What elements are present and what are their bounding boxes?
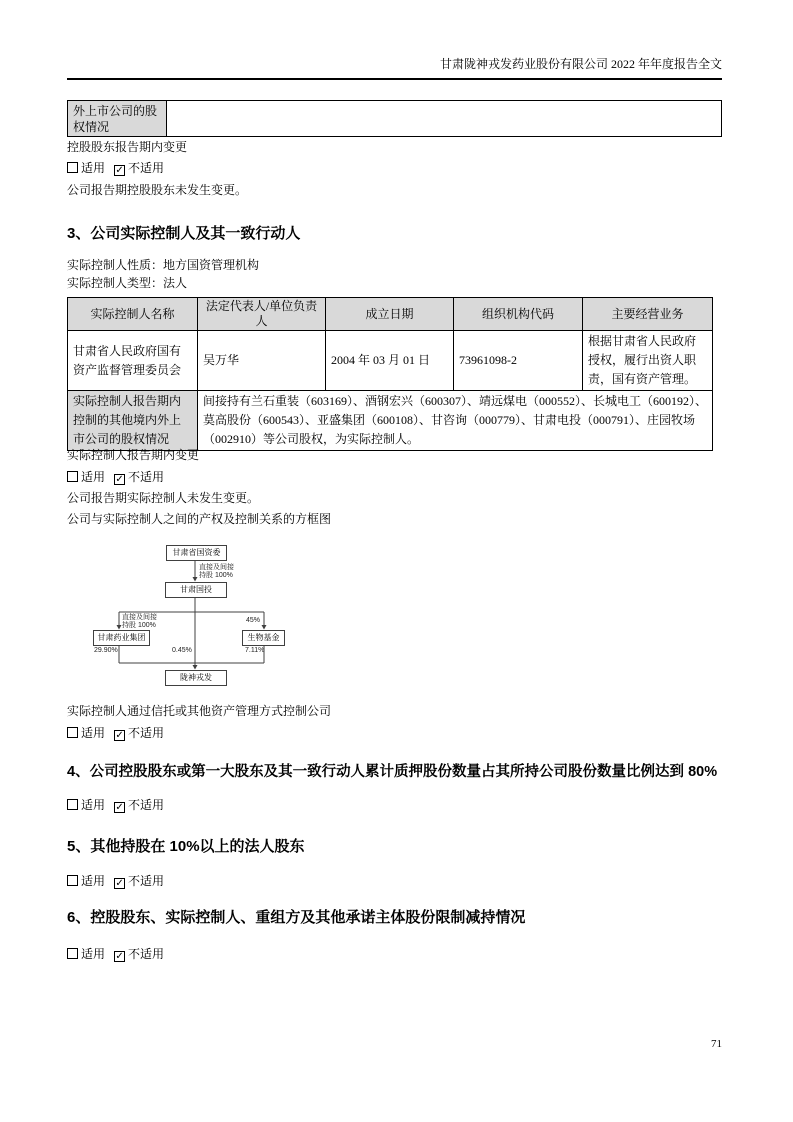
cell-representative: 吴万华: [198, 331, 326, 391]
col-header-business: 主要经营业务: [583, 298, 713, 331]
page-number: 71: [711, 1038, 722, 1050]
checkbox-not-applicable-checked[interactable]: [114, 165, 125, 176]
edge-label-line: 直接及间接: [122, 614, 157, 621]
section6-heading: 6、控股股东、实际控制人、重组方及其他承诺主体股份限制减持情况: [67, 909, 526, 926]
checkbox-not-applicable-checked[interactable]: [114, 802, 125, 813]
col-header-representative: 法定代表人/单位负责人: [198, 298, 326, 331]
checkbox-not-applicable-checked[interactable]: [114, 951, 125, 962]
node-company: 陇神戎发: [165, 670, 227, 686]
edge-label-bio-company: 7.11%: [245, 647, 265, 654]
edge-label-line: 持股 100%: [122, 621, 156, 629]
edge-label-pharma-company: 29.90%: [94, 647, 118, 654]
checkbox-applicable-label: 适用: [81, 470, 106, 484]
edge-label-sasac-guotou: [199, 564, 234, 579]
table-row: [68, 391, 713, 451]
cell-other-holdings-value: 间接持有兰石重装（603169）、酒钢宏兴（600307）、靖远煤电（000552）、长城电工（600192）、莫高股份（600543）、亚盛集团（600108）、甘咨询（000779）、甘肃电投（000791）、庄园牧场（002910）等公司股权，为实际控制人。: [198, 391, 713, 451]
actual-controller-nature: 实际控制人性质：地方国资管理机构: [67, 258, 260, 272]
edge-label-guotou-pharma: [122, 614, 157, 629]
col-header-org-code: 组织机构代码: [454, 298, 583, 331]
cell-establish-date: 2004 年 03 月 01 日: [326, 331, 454, 391]
controlling-shareholder-change-title: 控股股东报告期内变更: [67, 140, 188, 154]
checkbox-applicable[interactable]: [67, 948, 78, 959]
checkbox-not-applicable-label: 不适用: [128, 470, 165, 484]
node-bio-fund: 生物基金: [242, 630, 285, 646]
applicability-row-6: [67, 947, 722, 962]
checkbox-applicable-label: 适用: [81, 161, 106, 175]
check-icon: ✓: [115, 730, 124, 741]
checkbox-not-applicable-label: 不适用: [128, 161, 165, 175]
checkbox-not-applicable-label: 不适用: [128, 726, 165, 740]
checkbox-applicable[interactable]: [67, 875, 78, 886]
checkbox-applicable-label: 适用: [81, 947, 106, 961]
trust-control-title: 实际控制人通过信托或其他资产管理方式控制公司: [67, 704, 332, 718]
table-row: [68, 101, 722, 137]
node-sasac: 甘肃省国资委: [166, 545, 227, 561]
checkbox-applicable[interactable]: [67, 162, 78, 173]
checkbox-applicable[interactable]: [67, 799, 78, 810]
check-icon: ✓: [115, 951, 124, 962]
checkbox-not-applicable-label: 不适用: [128, 798, 165, 812]
continuation-table: [67, 100, 722, 137]
applicability-row-3: [67, 726, 722, 741]
checkbox-not-applicable-checked[interactable]: [114, 474, 125, 485]
edge-label-guotou-company: 0.45%: [172, 647, 192, 654]
checkbox-not-applicable-label: 不适用: [128, 947, 165, 961]
table-row: [68, 331, 713, 391]
checkbox-applicable[interactable]: [67, 727, 78, 738]
cell-other-holdings-label: 实际控制人报告期内控制的其他境内外上市公司的股权情况: [68, 391, 198, 451]
checkbox-applicable-label: 适用: [81, 874, 106, 888]
table-header-row: [68, 298, 713, 331]
controlling-shareholder-change-note: 公司报告期控股股东未发生变更。: [67, 183, 248, 197]
applicability-row-5: [67, 874, 722, 889]
actual-controller-type: 实际控制人类型：法人: [67, 276, 188, 290]
checkbox-applicable-label: 适用: [81, 798, 106, 812]
check-icon: ✓: [115, 165, 124, 176]
section4-heading: 4、公司控股股东或第一大股东及其一致行动人累计质押股份数量占其所持公司股份数量比例达到 80%: [67, 764, 718, 780]
cell-main-business: 根据甘肃省人民政府授权，履行出资人职责，国有资产管理。: [583, 331, 713, 391]
node-guotou: 甘肃国投: [165, 582, 227, 598]
col-header-name: 实际控制人名称: [68, 298, 198, 331]
checkbox-applicable-label: 适用: [81, 726, 106, 740]
continuation-table-value: [167, 101, 722, 137]
checkbox-not-applicable-checked[interactable]: [114, 878, 125, 889]
check-icon: ✓: [115, 474, 124, 485]
page-header-title: 甘肃陇神戎发药业股份有限公司 2022 年年度报告全文: [67, 55, 722, 80]
section3-heading: 3、公司实际控制人及其一致行动人: [67, 225, 301, 242]
applicability-row-1: [67, 161, 722, 176]
cell-org-code: 73961098-2: [454, 331, 583, 391]
applicability-row-4: [67, 798, 722, 813]
continuation-table-label: 外上市公司的股权情况: [68, 101, 167, 137]
edge-label-line: 持股 100%: [199, 571, 233, 579]
diagram-caption: 公司与实际控制人之间的产权及控制关系的方框图: [67, 512, 332, 526]
col-header-date: 成立日期: [326, 298, 454, 331]
actual-controller-table: [67, 297, 713, 451]
ownership-structure-diagram: [75, 540, 310, 698]
section5-heading: 5、其他持股在 10%以上的法人股东: [67, 838, 305, 855]
node-pharma-group: 甘肃药业集团: [93, 630, 150, 646]
checkbox-applicable[interactable]: [67, 471, 78, 482]
checkbox-not-applicable-label: 不适用: [128, 874, 165, 888]
applicability-row-2: [67, 470, 722, 485]
cell-controller-name: 甘肃省人民政府国有资产监督管理委员会: [68, 331, 198, 391]
controller-change-title: 实际控制人报告期内变更: [67, 448, 200, 462]
checkbox-not-applicable-checked[interactable]: [114, 730, 125, 741]
controller-change-note: 公司报告期实际控制人未发生变更。: [67, 491, 260, 505]
edge-label-guotou-bio: 45%: [246, 617, 261, 624]
edge-label-line: 直接及间接: [199, 564, 234, 571]
check-icon: ✓: [115, 878, 124, 889]
check-icon: ✓: [115, 802, 124, 813]
